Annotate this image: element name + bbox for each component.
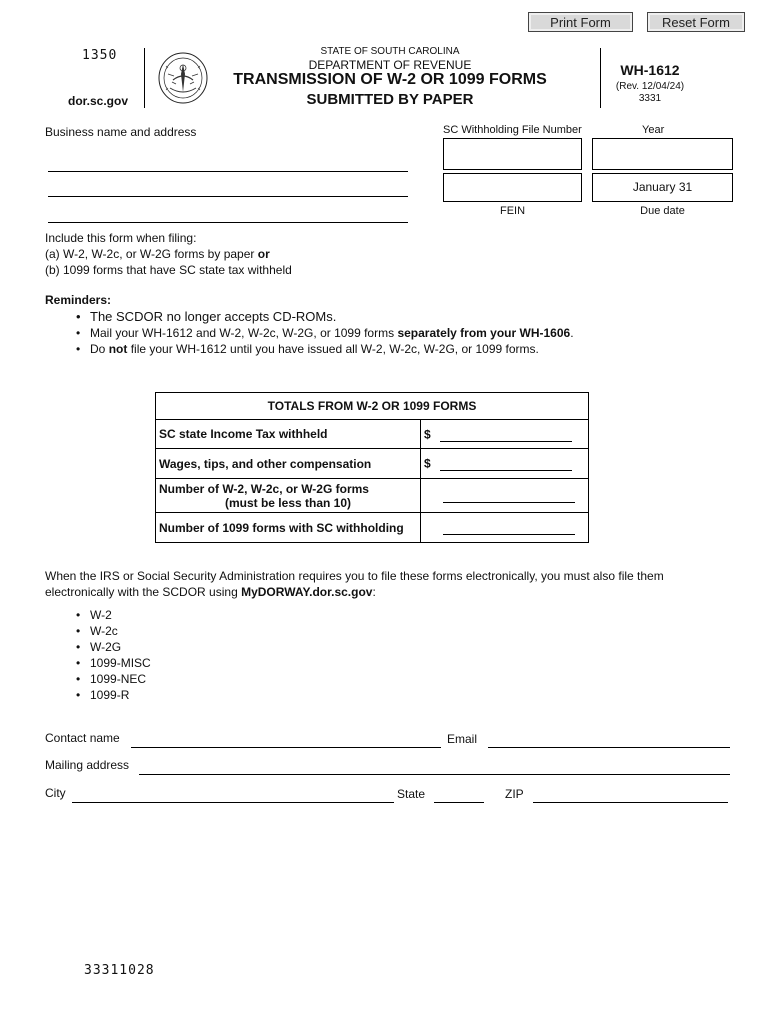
totals-row-value: $ [421, 449, 589, 479]
wages-input[interactable] [440, 456, 572, 471]
business-name-line-2[interactable] [48, 178, 408, 197]
list-item: • 1099-NEC [76, 671, 151, 687]
email-label: Email [447, 732, 478, 746]
department-name: DEPARTMENT OF REVENUE [308, 58, 472, 72]
list-item: • W-2 [76, 607, 151, 623]
city-label: City [45, 786, 66, 800]
list-item: • W-2c [76, 623, 151, 639]
list-item: • W-2G [76, 639, 151, 655]
electronic-forms-list [76, 607, 151, 703]
table-row [156, 449, 589, 479]
form-1099-count-input[interactable] [443, 520, 575, 535]
business-name-line-1[interactable] [48, 153, 408, 172]
totals-header: TOTALS FROM W-2 OR 1099 FORMS [156, 393, 589, 420]
totals-row-label: Number of 1099 forms with SC withholding [156, 513, 421, 543]
state-label: State [397, 787, 426, 801]
header-divider-left [144, 48, 145, 108]
table-row [156, 479, 589, 513]
year-box [592, 138, 733, 170]
state-seal-icon [158, 52, 208, 104]
withholding-number-box [443, 138, 582, 170]
website-label: dor.sc.gov [68, 94, 129, 108]
totals-table [155, 392, 589, 543]
include-heading: Include this form when filing: [45, 231, 197, 245]
footer-form-code: 33311028 [84, 963, 155, 978]
state-input[interactable] [434, 786, 484, 803]
mydorway-link[interactable]: MyDORWAY.dor.sc.gov [241, 585, 373, 599]
business-name-label: Business name and address [45, 125, 197, 139]
mailing-address-label: Mailing address [45, 758, 130, 772]
include-section [45, 230, 292, 278]
fein-input[interactable] [444, 174, 585, 203]
list-item: • 1099-R [76, 687, 151, 703]
form-sub-code: 3331 [638, 93, 662, 104]
totals-row-label: Number of W-2, W-2c, or W-2G forms (must be less than 10) [156, 479, 421, 513]
table-row [156, 513, 589, 543]
state-name: STATE OF SOUTH CAROLINA [320, 46, 460, 57]
withholding-number-label: SC Withholding File Number [443, 124, 582, 136]
zip-input[interactable] [533, 786, 728, 803]
form-code: 1350 [82, 48, 118, 63]
reminders-heading: Reminders: [45, 293, 112, 307]
due-date-label: Due date [640, 205, 685, 217]
form-title-line1: TRANSMISSION OF W-2 OR 1099 FORMS [233, 71, 547, 88]
reminder-item: • The SCDOR no longer accepts CD-ROMs. [76, 309, 574, 325]
totals-row-label: Wages, tips, and other compensation [156, 449, 421, 479]
sc-tax-withheld-input[interactable] [440, 427, 572, 442]
print-form-button[interactable]: Print Form [528, 12, 633, 32]
list-item: • 1099-MISC [76, 655, 151, 671]
totals-row-value: $ [421, 420, 589, 449]
totals-row-value [421, 513, 589, 543]
contact-name-label: Contact name [45, 731, 120, 745]
table-row [156, 420, 589, 449]
include-item-a: (a) W-2, W-2c, or W-2G forms by paper or [45, 247, 270, 261]
reset-form-button[interactable]: Reset Form [647, 12, 745, 32]
form-title-line2: SUBMITTED BY PAPER [306, 91, 474, 108]
due-date-value: January 31 [632, 180, 693, 194]
form-number: WH-1612 [620, 62, 680, 78]
fein-box [443, 173, 582, 202]
city-input[interactable] [72, 786, 394, 803]
totals-row-label: SC state Income Tax withheld [156, 420, 421, 449]
year-label: Year [642, 124, 665, 136]
totals-row-value [421, 479, 589, 513]
reminder-item: • Do not file your WH-1612 until you have issued all W-2, W-2c, W-2G, or 1099 forms. [76, 341, 574, 357]
contact-name-input[interactable] [131, 731, 441, 748]
mailing-address-input[interactable] [139, 758, 730, 775]
reminders-list [76, 309, 574, 357]
header-divider-right [600, 48, 601, 108]
include-item-b: (b) 1099 forms that have SC state tax withheld [45, 263, 292, 277]
zip-label: ZIP [505, 787, 524, 801]
due-date-box [592, 173, 733, 202]
year-input[interactable] [593, 139, 736, 171]
revision-date: (Rev. 12/04/24) [615, 81, 685, 92]
withholding-number-input[interactable] [444, 139, 585, 171]
fein-label: FEIN [499, 205, 526, 217]
email-input[interactable] [488, 731, 730, 748]
w2-count-input[interactable] [443, 488, 575, 503]
electronic-filing-text: When the IRS or Social Security Administration requires you to file these forms electronically, you must also file them electronically with the SCDOR using MyDORWAY.dor.sc.gov: [45, 569, 664, 599]
reminder-item: • Mail your WH-1612 and W-2, W-2c, W-2G, or 1099 forms separately from your WH-1606. [76, 325, 574, 341]
business-name-line-3[interactable] [48, 204, 408, 223]
